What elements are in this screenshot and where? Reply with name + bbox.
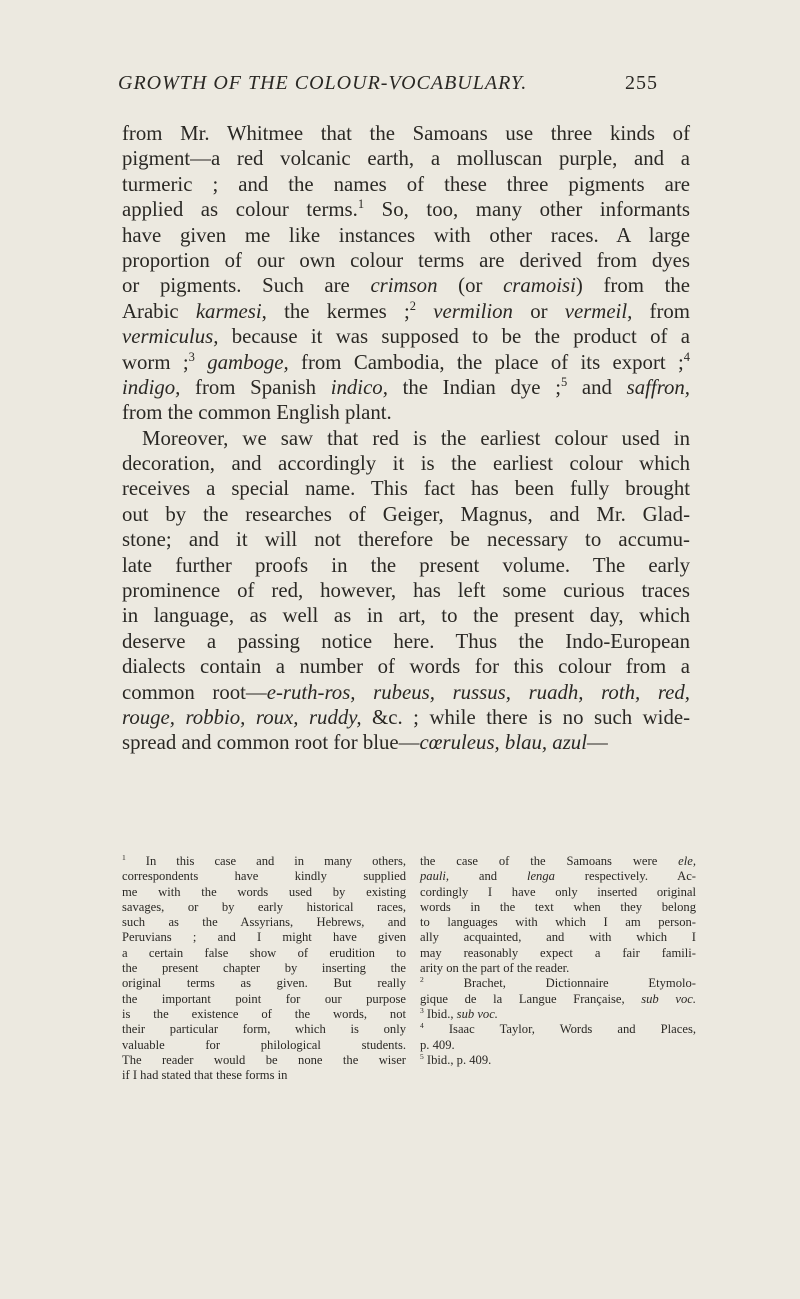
footnote-line: $^1$ In this case and in many others, — [122, 852, 406, 868]
text-line: indigo, from Spanish indico, the Indian dye ;$^5$ and saffron, — [122, 374, 691, 399]
footnote-line: arity on the part of the reader. — [420, 961, 570, 976]
footnotes-right-column — [420, 854, 696, 1068]
footnote-line: cordingly I have only inserted original — [420, 884, 696, 899]
footnote-line: such as the Assyrians, Hebrews, and — [122, 915, 406, 930]
footnote-line: pauli, and lenga respectively. Ac- — [420, 869, 697, 884]
footnote-line: The reader would be none the wiser — [122, 1052, 406, 1067]
page-number: 255 — [625, 72, 658, 94]
footnote-line: $^3$ Ibid., sub voc. — [420, 1005, 498, 1021]
footnote-line: if I had stated that these forms in — [122, 1068, 288, 1083]
text-line: prominence of red, however, has left some curious traces — [122, 579, 690, 603]
footnotes-left-column — [122, 854, 406, 1083]
footnote-line: their particular form, which is only — [122, 1022, 406, 1037]
text-line: rouge, robbio, roux, ruddy, &c. ; while there is no such wide- — [122, 705, 690, 729]
text-line: dialects contain a number of words for this colour from a — [122, 655, 690, 679]
text-line: proportion of our own colour terms are derived from dyes — [122, 248, 690, 272]
text-line: receives a special name. This fact has been fully brought — [122, 477, 690, 501]
footnote-line: original terms as given. But really — [122, 976, 406, 991]
text-line: in language, as well as in art, to the present day, which — [122, 604, 690, 628]
text-line: late further proofs in the present volume. The early — [122, 553, 690, 577]
text-line: out by the researches of Geiger, Magnus, and Mr. Glad- — [122, 502, 690, 526]
text-line: common root—e-ruth-ros, rubeus, russus, ruadh, roth, red, — [122, 680, 690, 704]
footnote-line: may reasonably expect a fair famili- — [420, 945, 696, 960]
text-line: spread and common root for blue—cœruleus, blau, azul— — [122, 731, 608, 755]
footnote-line: to languages with which I am person- — [420, 915, 696, 930]
text-line: or pigments. Such are crimson (or cramoisi) from the — [122, 274, 690, 298]
footnote-line: p. 409. — [420, 1037, 455, 1052]
text-line: Moreover, we saw that red is the earliest colour used in — [142, 426, 690, 450]
footnote-line: me with the words used by existing — [122, 884, 406, 899]
footnote-line: the important point for our purpose — [122, 991, 406, 1006]
footnote-line: words in the text when they belong — [420, 899, 696, 914]
footnote-line: $^5$ Ibid., p. 409. — [420, 1051, 492, 1067]
footnote-line: Peruvians ; and I might have given — [122, 930, 406, 945]
footnote-line: savages, or by early historical races, — [122, 899, 406, 914]
running-title: GROWTH OF THE COLOUR-VOCABULARY. — [118, 72, 528, 94]
text-line: turmeric ; and the names of these three pigments are — [122, 172, 690, 196]
text-line: stone; and it will not therefore be necessary to accumu- — [122, 528, 690, 552]
text-line: decoration, and accordingly it is the earliest colour which — [122, 452, 690, 476]
footnote-line: is the existence of the words, not — [122, 1006, 406, 1021]
footnote-line: the case of the Samoans were ele, — [420, 854, 696, 868]
text-line: worm ;$^3$ gamboge, from Cambodia, the place of its export ;$^4$ — [122, 349, 691, 374]
footnote-line: $^2$ Brachet, Dictionnaire Etymolo- — [420, 975, 696, 991]
text-line: vermiculus, because it was supposed to be the product of a — [122, 325, 690, 349]
footnote-line: the present chapter by inserting the — [122, 961, 406, 976]
text-line: Arabic karmesi, the kermes ;$^2$ vermilion or vermeil, from — [122, 298, 690, 323]
text-line: applied as colour terms.$^1$ So, too, many other informants — [122, 197, 690, 222]
text-line: from the common English plant. — [122, 401, 392, 425]
text-line: pigment—a red volcanic earth, a molluscan purple, and a — [122, 147, 690, 171]
footnote-line: ally acquainted, and with which I — [420, 930, 696, 945]
footnote-line: valuable for philological students. — [122, 1037, 406, 1052]
footnote-line: gique de la Langue Française, sub voc. — [420, 991, 696, 1006]
text-line: from Mr. Whitmee that the Samoans use three kinds of — [122, 122, 690, 145]
footnote-line: correspondents have kindly supplied — [122, 869, 406, 884]
text-line: have given me like instances with other races. A large — [122, 223, 690, 247]
footnote-line: $^4$ Isaac Taylor, Words and Places, — [420, 1021, 696, 1037]
body-text — [122, 121, 690, 756]
page-header — [0, 72, 800, 112]
text-line: deserve a passing notice here. Thus the Indo-European — [122, 629, 690, 653]
footnote-line: a certain false show of erudition to — [122, 945, 406, 960]
